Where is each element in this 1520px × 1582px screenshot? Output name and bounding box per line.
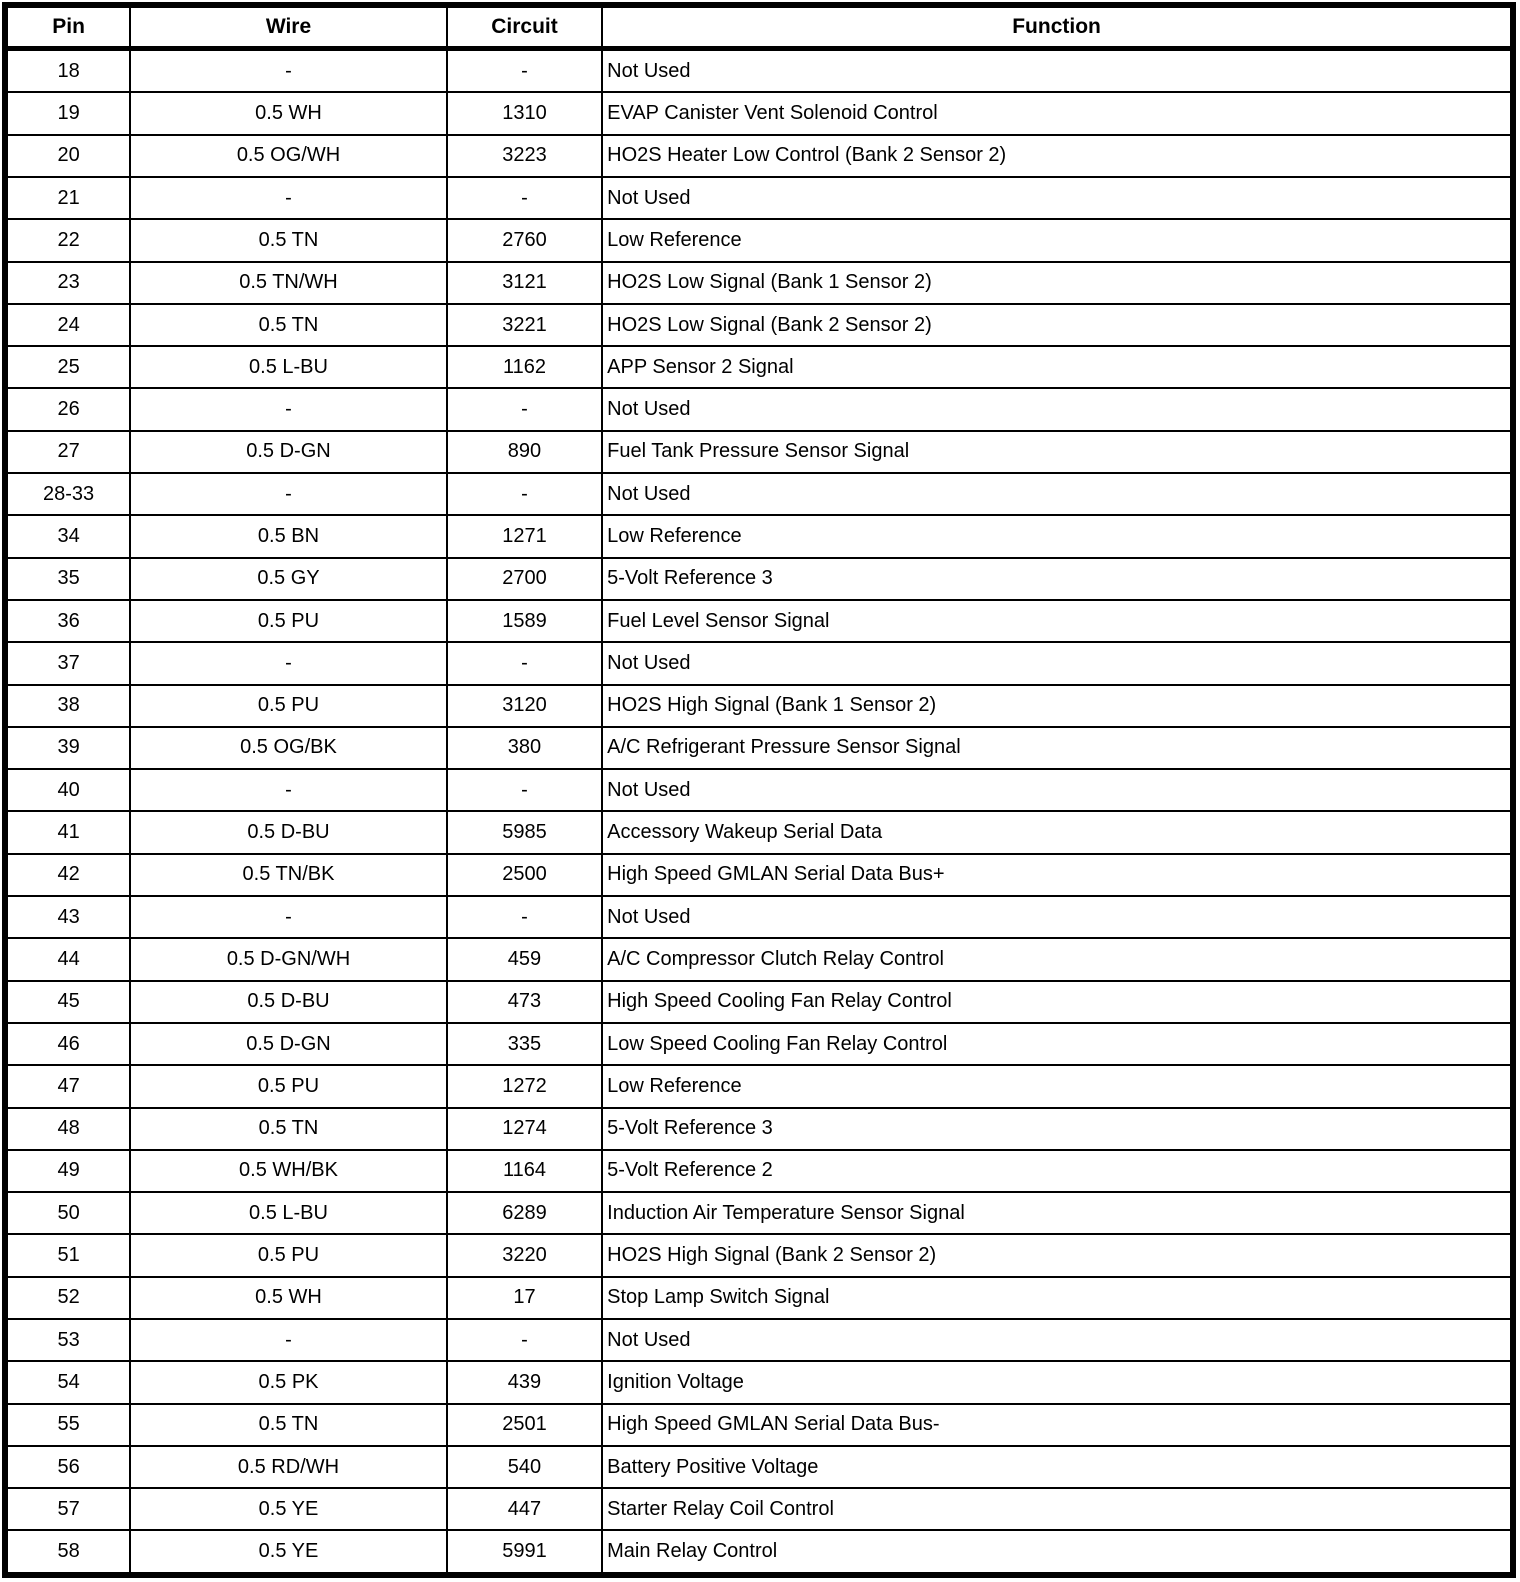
function-cell: Not Used bbox=[602, 388, 1513, 430]
pin-cell: 24 bbox=[5, 304, 130, 346]
circuit-cell: 473 bbox=[447, 981, 602, 1023]
pin-cell: 47 bbox=[5, 1065, 130, 1107]
table-row bbox=[5, 981, 1513, 1023]
function-cell: High Speed Cooling Fan Relay Control bbox=[602, 981, 1513, 1023]
circuit-cell: 459 bbox=[447, 938, 602, 980]
pin-cell: 51 bbox=[5, 1234, 130, 1276]
wire-cell: 0.5 TN bbox=[130, 219, 447, 261]
pin-cell: 18 bbox=[5, 49, 130, 93]
column-header-wire: Wire bbox=[130, 5, 447, 49]
table-row bbox=[5, 262, 1513, 304]
table-row bbox=[5, 346, 1513, 388]
circuit-cell: 447 bbox=[447, 1488, 602, 1530]
function-cell: APP Sensor 2 Signal bbox=[602, 346, 1513, 388]
circuit-cell: - bbox=[447, 473, 602, 515]
circuit-cell: 2501 bbox=[447, 1404, 602, 1446]
function-cell: A/C Refrigerant Pressure Sensor Signal bbox=[602, 727, 1513, 769]
table-row bbox=[5, 1150, 1513, 1192]
table-row bbox=[5, 896, 1513, 938]
wire-cell: 0.5 YE bbox=[130, 1488, 447, 1530]
table-row bbox=[5, 1234, 1513, 1276]
circuit-cell: 3121 bbox=[447, 262, 602, 304]
circuit-cell: 1164 bbox=[447, 1150, 602, 1192]
wire-cell: 0.5 D-BU bbox=[130, 811, 447, 853]
function-cell: HO2S High Signal (Bank 2 Sensor 2) bbox=[602, 1234, 1513, 1276]
pin-cell: 37 bbox=[5, 642, 130, 684]
table-row bbox=[5, 727, 1513, 769]
pin-cell: 54 bbox=[5, 1361, 130, 1403]
wire-cell: 0.5 L-BU bbox=[130, 1192, 447, 1234]
function-cell: Low Reference bbox=[602, 1065, 1513, 1107]
pin-cell: 40 bbox=[5, 769, 130, 811]
table-row bbox=[5, 473, 1513, 515]
wire-cell: 0.5 PU bbox=[130, 600, 447, 642]
wire-cell: - bbox=[130, 177, 447, 219]
circuit-cell: - bbox=[447, 388, 602, 430]
circuit-cell: 1272 bbox=[447, 1065, 602, 1107]
pin-cell: 44 bbox=[5, 938, 130, 980]
wire-cell: 0.5 BN bbox=[130, 515, 447, 557]
pin-cell: 58 bbox=[5, 1530, 130, 1575]
table-row bbox=[5, 854, 1513, 896]
pin-cell: 52 bbox=[5, 1277, 130, 1319]
function-cell: High Speed GMLAN Serial Data Bus- bbox=[602, 1404, 1513, 1446]
function-cell: HO2S Low Signal (Bank 2 Sensor 2) bbox=[602, 304, 1513, 346]
wire-cell: 0.5 PK bbox=[130, 1361, 447, 1403]
circuit-cell: - bbox=[447, 642, 602, 684]
wire-cell: 0.5 GY bbox=[130, 558, 447, 600]
function-cell: Fuel Level Sensor Signal bbox=[602, 600, 1513, 642]
function-cell: Low Speed Cooling Fan Relay Control bbox=[602, 1023, 1513, 1065]
pin-cell: 42 bbox=[5, 854, 130, 896]
circuit-cell: 5985 bbox=[447, 811, 602, 853]
wire-cell: 0.5 D-GN/WH bbox=[130, 938, 447, 980]
wire-cell: 0.5 L-BU bbox=[130, 346, 447, 388]
function-cell: 5-Volt Reference 3 bbox=[602, 558, 1513, 600]
table-body bbox=[5, 49, 1513, 1576]
circuit-cell: - bbox=[447, 1319, 602, 1361]
table-row bbox=[5, 1319, 1513, 1361]
circuit-cell: 3220 bbox=[447, 1234, 602, 1276]
column-header-circuit: Circuit bbox=[447, 5, 602, 49]
table-row bbox=[5, 177, 1513, 219]
wire-cell: 0.5 OG/WH bbox=[130, 135, 447, 177]
circuit-cell: 1271 bbox=[447, 515, 602, 557]
function-cell: Not Used bbox=[602, 49, 1513, 93]
pin-cell: 23 bbox=[5, 262, 130, 304]
circuit-cell: 2500 bbox=[447, 854, 602, 896]
pin-cell: 21 bbox=[5, 177, 130, 219]
header-row bbox=[5, 5, 1513, 49]
function-cell: Not Used bbox=[602, 896, 1513, 938]
circuit-cell: 439 bbox=[447, 1361, 602, 1403]
pin-cell: 56 bbox=[5, 1446, 130, 1488]
function-cell: Low Reference bbox=[602, 219, 1513, 261]
table-row bbox=[5, 600, 1513, 642]
wire-cell: 0.5 PU bbox=[130, 1065, 447, 1107]
pin-cell: 45 bbox=[5, 981, 130, 1023]
wire-cell: - bbox=[130, 1319, 447, 1361]
circuit-cell: - bbox=[447, 49, 602, 93]
table-row bbox=[5, 1065, 1513, 1107]
circuit-cell: 1162 bbox=[447, 346, 602, 388]
table-row bbox=[5, 92, 1513, 134]
table-row bbox=[5, 515, 1513, 557]
pin-cell: 26 bbox=[5, 388, 130, 430]
function-cell: Battery Positive Voltage bbox=[602, 1446, 1513, 1488]
function-cell: Not Used bbox=[602, 769, 1513, 811]
pin-cell: 50 bbox=[5, 1192, 130, 1234]
column-header-pin: Pin bbox=[5, 5, 130, 49]
circuit-cell: 1274 bbox=[447, 1108, 602, 1150]
circuit-cell: 1589 bbox=[447, 600, 602, 642]
wire-cell: - bbox=[130, 642, 447, 684]
function-cell: Not Used bbox=[602, 642, 1513, 684]
wire-cell: 0.5 TN/WH bbox=[130, 262, 447, 304]
wire-cell: - bbox=[130, 473, 447, 515]
function-cell: Main Relay Control bbox=[602, 1530, 1513, 1575]
circuit-cell: 5991 bbox=[447, 1530, 602, 1575]
pin-cell: 39 bbox=[5, 727, 130, 769]
table-row bbox=[5, 558, 1513, 600]
wire-cell: 0.5 WH bbox=[130, 1277, 447, 1319]
table-row bbox=[5, 135, 1513, 177]
table-row bbox=[5, 1192, 1513, 1234]
wire-cell: 0.5 PU bbox=[130, 685, 447, 727]
pin-cell: 57 bbox=[5, 1488, 130, 1530]
table-row bbox=[5, 49, 1513, 93]
circuit-cell: - bbox=[447, 177, 602, 219]
function-cell: 5-Volt Reference 2 bbox=[602, 1150, 1513, 1192]
wire-cell: 0.5 D-GN bbox=[130, 431, 447, 473]
pin-cell: 41 bbox=[5, 811, 130, 853]
wire-cell: 0.5 D-GN bbox=[130, 1023, 447, 1065]
circuit-cell: - bbox=[447, 769, 602, 811]
wire-cell: 0.5 PU bbox=[130, 1234, 447, 1276]
pin-cell: 49 bbox=[5, 1150, 130, 1192]
circuit-cell: 380 bbox=[447, 727, 602, 769]
table-row bbox=[5, 1488, 1513, 1530]
table-row bbox=[5, 388, 1513, 430]
table-row bbox=[5, 1023, 1513, 1065]
wire-cell: 0.5 OG/BK bbox=[130, 727, 447, 769]
circuit-cell: 3120 bbox=[447, 685, 602, 727]
table-row bbox=[5, 431, 1513, 473]
function-cell: Fuel Tank Pressure Sensor Signal bbox=[602, 431, 1513, 473]
pin-cell: 43 bbox=[5, 896, 130, 938]
table-row bbox=[5, 811, 1513, 853]
wire-cell: 0.5 TN/BK bbox=[130, 854, 447, 896]
circuit-cell: - bbox=[447, 896, 602, 938]
function-cell: Stop Lamp Switch Signal bbox=[602, 1277, 1513, 1319]
wire-cell: 0.5 D-BU bbox=[130, 981, 447, 1023]
pin-cell: 53 bbox=[5, 1319, 130, 1361]
pin-cell: 36 bbox=[5, 600, 130, 642]
function-cell: Not Used bbox=[602, 473, 1513, 515]
table-row bbox=[5, 1530, 1513, 1575]
pin-cell: 35 bbox=[5, 558, 130, 600]
pin-cell: 27 bbox=[5, 431, 130, 473]
circuit-cell: 3221 bbox=[447, 304, 602, 346]
wire-cell: 0.5 WH/BK bbox=[130, 1150, 447, 1192]
table-row bbox=[5, 1361, 1513, 1403]
pin-cell: 46 bbox=[5, 1023, 130, 1065]
function-cell: HO2S Low Signal (Bank 1 Sensor 2) bbox=[602, 262, 1513, 304]
circuit-cell: 2760 bbox=[447, 219, 602, 261]
wire-cell: 0.5 TN bbox=[130, 304, 447, 346]
table-row bbox=[5, 1108, 1513, 1150]
wire-cell: 0.5 YE bbox=[130, 1530, 447, 1575]
function-cell: EVAP Canister Vent Solenoid Control bbox=[602, 92, 1513, 134]
function-cell: Starter Relay Coil Control bbox=[602, 1488, 1513, 1530]
wire-cell: - bbox=[130, 49, 447, 93]
wire-cell: - bbox=[130, 896, 447, 938]
pin-cell: 22 bbox=[5, 219, 130, 261]
circuit-cell: 3223 bbox=[447, 135, 602, 177]
pinout-table bbox=[2, 2, 1516, 1578]
circuit-cell: 890 bbox=[447, 431, 602, 473]
pin-cell: 38 bbox=[5, 685, 130, 727]
function-cell: Accessory Wakeup Serial Data bbox=[602, 811, 1513, 853]
column-header-function: Function bbox=[602, 5, 1513, 49]
circuit-cell: 335 bbox=[447, 1023, 602, 1065]
table-row bbox=[5, 1404, 1513, 1446]
table-row bbox=[5, 304, 1513, 346]
table-row bbox=[5, 1277, 1513, 1319]
wire-cell: 0.5 TN bbox=[130, 1404, 447, 1446]
pin-cell: 25 bbox=[5, 346, 130, 388]
function-cell: A/C Compressor Clutch Relay Control bbox=[602, 938, 1513, 980]
pin-cell: 48 bbox=[5, 1108, 130, 1150]
circuit-cell: 540 bbox=[447, 1446, 602, 1488]
circuit-cell: 2700 bbox=[447, 558, 602, 600]
wire-cell: 0.5 RD/WH bbox=[130, 1446, 447, 1488]
table-row bbox=[5, 1446, 1513, 1488]
table-row bbox=[5, 938, 1513, 980]
function-cell: HO2S Heater Low Control (Bank 2 Sensor 2) bbox=[602, 135, 1513, 177]
table-row bbox=[5, 219, 1513, 261]
function-cell: HO2S High Signal (Bank 1 Sensor 2) bbox=[602, 685, 1513, 727]
function-cell: Ignition Voltage bbox=[602, 1361, 1513, 1403]
wire-cell: 0.5 WH bbox=[130, 92, 447, 134]
table-row bbox=[5, 642, 1513, 684]
function-cell: 5-Volt Reference 3 bbox=[602, 1108, 1513, 1150]
table-row bbox=[5, 769, 1513, 811]
wire-cell: - bbox=[130, 388, 447, 430]
table-row bbox=[5, 685, 1513, 727]
document-page bbox=[0, 2, 1520, 1582]
function-cell: High Speed GMLAN Serial Data Bus+ bbox=[602, 854, 1513, 896]
pin-cell: 19 bbox=[5, 92, 130, 134]
pin-cell: 55 bbox=[5, 1404, 130, 1446]
function-cell: Not Used bbox=[602, 177, 1513, 219]
function-cell: Induction Air Temperature Sensor Signal bbox=[602, 1192, 1513, 1234]
circuit-cell: 1310 bbox=[447, 92, 602, 134]
circuit-cell: 6289 bbox=[447, 1192, 602, 1234]
circuit-cell: 17 bbox=[447, 1277, 602, 1319]
function-cell: Low Reference bbox=[602, 515, 1513, 557]
function-cell: Not Used bbox=[602, 1319, 1513, 1361]
wire-cell: 0.5 TN bbox=[130, 1108, 447, 1150]
pin-cell: 34 bbox=[5, 515, 130, 557]
pin-cell: 28-33 bbox=[5, 473, 130, 515]
wire-cell: - bbox=[130, 769, 447, 811]
pin-cell: 20 bbox=[5, 135, 130, 177]
